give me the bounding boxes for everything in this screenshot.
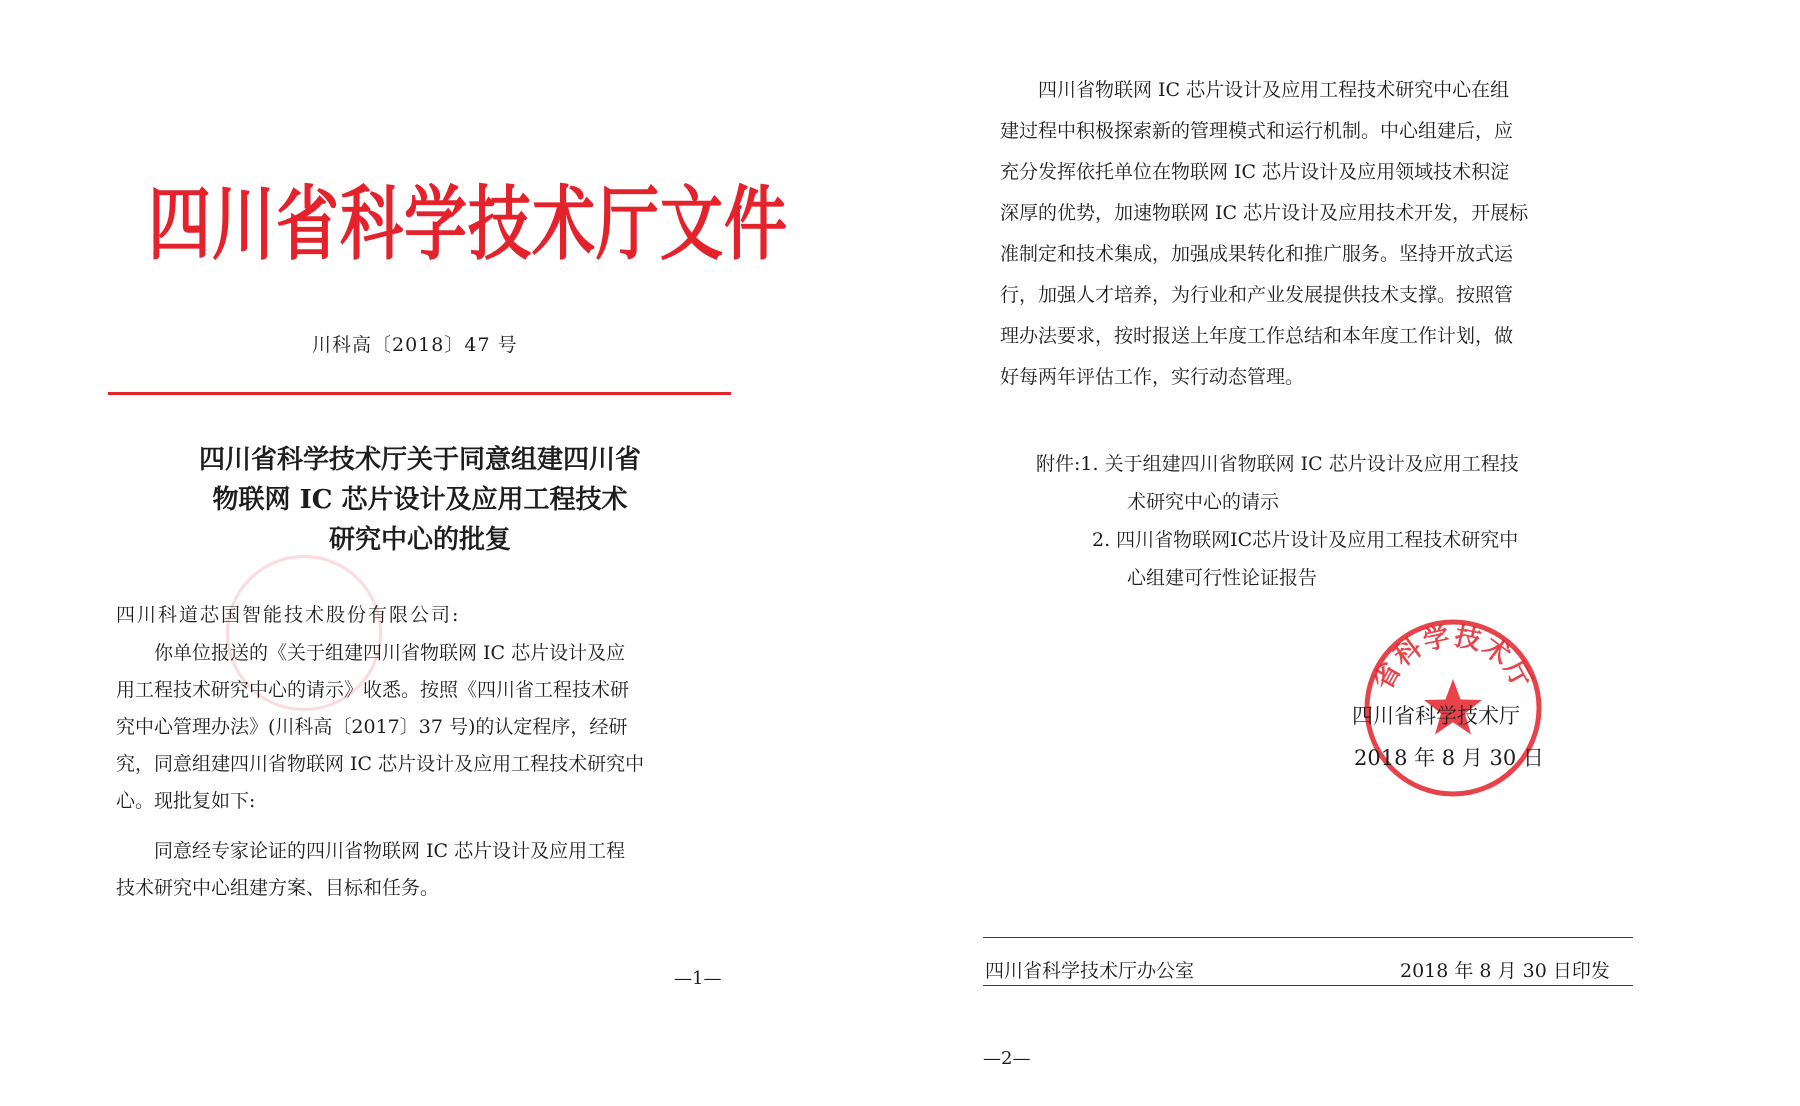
seal-text: 省科学技术厅 xyxy=(1368,621,1538,696)
document-title-line: 研究中心的批复 xyxy=(328,525,511,555)
attachment-item-continued: 心组建可行性论证报告 xyxy=(1127,567,1318,589)
body-line: 究中心管理办法》(川科高〔2017〕37 号)的认定程序，经研 xyxy=(116,716,628,738)
attachment-item: 附件:1. 关于组建四川省物联网 IC 芯片设计及应用工程技 xyxy=(1036,453,1519,475)
body-line: 技术研究中心组建方案、目标和任务。 xyxy=(116,877,440,899)
page-number: —2— xyxy=(983,1048,1031,1069)
body-line: 好每两年评估工作，实行动态管理。 xyxy=(1000,366,1305,388)
body-line: 用工程技术研究中心的请示》收悉。按照《四川省工程技术研 xyxy=(116,679,630,701)
body-line: 深厚的优势，加速物联网 IC 芯片设计及应用技术开发，开展标 xyxy=(1000,202,1529,224)
document-masthead: 四川省科学技术厅文件 xyxy=(148,177,788,272)
body-line: 心。现批复如下: xyxy=(116,790,256,812)
body-paragraph xyxy=(116,635,716,820)
footer-rule-top xyxy=(983,937,1633,938)
body-line: 建过程中积极探索新的管理模式和运行机制。中心组建后，应 xyxy=(1000,120,1514,142)
document-number: 川科高〔2018〕47 号 xyxy=(312,334,518,356)
attachment-item: 2. 四川省物联网IC芯片设计及应用工程技术研究中 xyxy=(1092,529,1519,551)
body-paragraph xyxy=(1000,70,1640,398)
attachment-item-continued: 术研究中心的请示 xyxy=(1127,491,1280,513)
footer-print-date: 2018 年 8 月 30 日印发 xyxy=(1400,960,1610,982)
body-line: 准制定和技术集成，加强成果转化和推广服务。坚持开放式运 xyxy=(1000,243,1514,265)
footer-rule-bottom xyxy=(983,985,1633,986)
document-title xyxy=(120,440,720,560)
footer-issuer: 四川省科学技术厅办公室 xyxy=(985,960,1195,982)
body-line: 行，加强人才培养，为行业和产业发展提供技术支撑。按照管 xyxy=(1000,284,1514,306)
page-number: —1— xyxy=(674,968,722,989)
signature-date: 2018 年 8 月 30 日 xyxy=(1354,746,1544,770)
body-line: 同意经专家论证的四川省物联网 IC 芯片设计及应用工程 xyxy=(116,840,626,862)
body-line: 究，同意组建四川省物联网 IC 芯片设计及应用工程技术研究中 xyxy=(116,753,645,775)
red-separator-line xyxy=(108,392,731,395)
document-title-line: 物联网 IC 芯片设计及应用工程技术 xyxy=(212,485,628,515)
body-line: 充分发挥依托单位在物联网 IC 芯片设计及应用领域技术积淀 xyxy=(1000,161,1510,183)
body-paragraph xyxy=(116,833,716,907)
body-line: 理办法要求，按时报送上年度工作总结和本年度工作计划，做 xyxy=(1000,325,1514,347)
signature-organization: 四川省科学技术厅 xyxy=(1352,704,1520,728)
body-line: 你单位报送的《关于组建四川省物联网 IC 芯片设计及应 xyxy=(116,642,626,664)
document-title-line: 四川省科学技术厅关于同意组建四川省 xyxy=(198,445,641,475)
addressee: 四川科道芯国智能技术股份有限公司: xyxy=(116,604,461,626)
attachments-list xyxy=(1036,445,1519,597)
body-line: 四川省物联网 IC 芯片设计及应用工程技术研究中心在组 xyxy=(1000,79,1510,101)
